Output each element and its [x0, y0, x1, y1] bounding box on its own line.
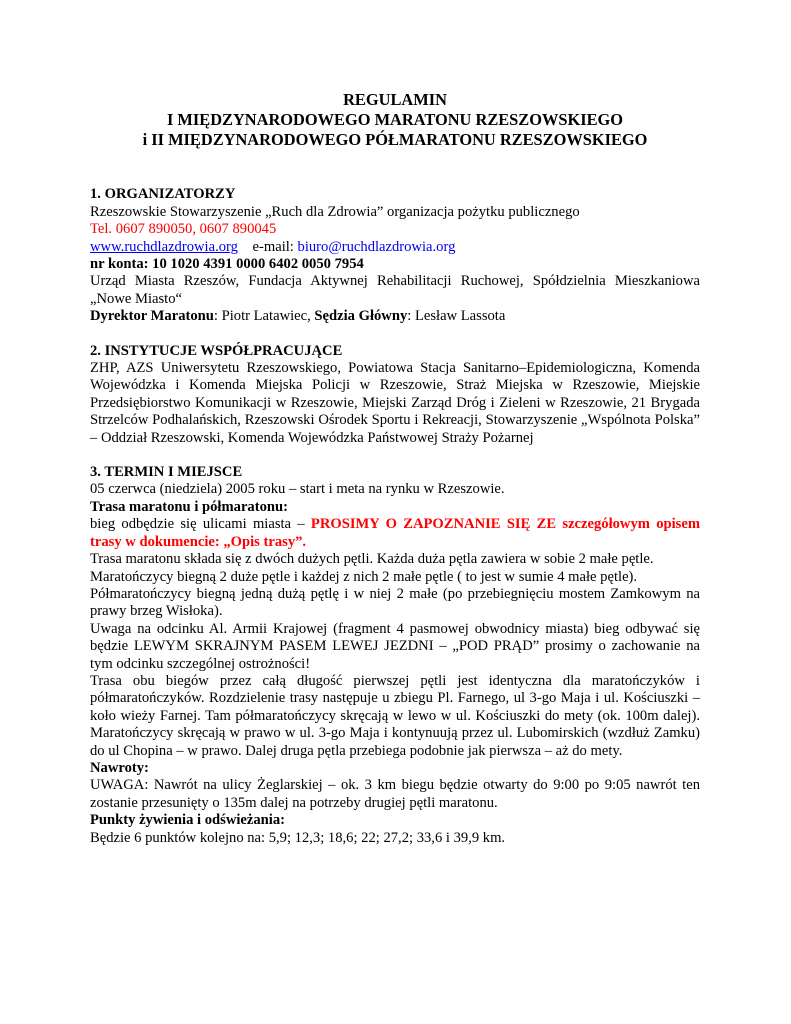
route-paragraph-4: Uwaga na odcinku Al. Armii Krajowej (fragment 4 pasmowej obwodnicy miasta) bieg odbywać się będzie LEWYM SKRAJNYM PASEM LEWEJ JEZDNI – „POD PRĄD” prosimy o zachowanie na tym odcinku szczególnej ostrożności!: [90, 620, 700, 672]
email-link[interactable]: biuro@ruchdlazdrowia.org: [297, 238, 456, 255]
judge-label: Sędzia Główny: [314, 308, 408, 325]
document-title: [90, 90, 700, 149]
director-name: : Piotr Latawiec,: [213, 308, 315, 325]
partners-text: ZHP, AZS Uniwersytetu Rzeszowskiego, Powiatowa Stacja Sanitarno–Epidemiologiczna, Komenda Wojewódzka i Komenda Miejska Policji w Rzeszowie, Straż Miejska w Rzeszowie, Miejskie Przedsiębiorstwo Komunikacji w Rzeszowie, Miejski Zarząd Dróg i Zieleni w Rzeszowie, 21 Brygada Strzelców Podhalańskich, Rzeszowski Ośrodek Sportu i Rekreacji, Stowarzyszenie „Wspólnota Polska” – Oddział Rzeszowski, Komenda Wojewódzka Państwowej Straży Pożarnej: [90, 360, 700, 446]
route-intro-paragraph: [90, 516, 700, 551]
food-text: Będzie 6 punktów kolejno na: 5,9; 12,3; 18,6; 22; 27,2; 33,6 i 39,9 km.: [90, 829, 506, 846]
title-line-2: I MIĘDZYNARODOWEGO MARATONU RZESZOWSKIEGO: [166, 109, 624, 129]
route-paragraph-2: Maratończycy biegną 2 duże pętle i każdej z nich 2 małe pętle ( to jest w sumie 4 małe pętle).: [90, 568, 638, 585]
section-date-place: [90, 464, 700, 847]
organizer-phone: Tel. 0607 890050, 0607 890045: [90, 221, 277, 238]
website-link[interactable]: www.ruchdlazdrowia.org: [90, 238, 238, 255]
route-paragraph-3: Półmaratończycy biegną jedną dużą pętlę i w niej 2 małe (po przebiegnięciu mostem Zamkowym na prawy brzeg Wisłoka).: [90, 585, 700, 620]
route-paragraph-5: Trasa obu biegów przez całą długość pierwszej pętli jest identyczna dla maratończyków i półmaratończyków. Rozdzielenie trasy następuje u zbiegu Pl. Farnego, ul 3-go Maja i ul. Kościuszki – koło wieży Farnej. Tam półmaratończycy skręcają w lewo w ul. Kościuszki do mety (ok. 100m dalej). Maratończycy skręcają w prawo w ul. 3-go Maja i kontynuują przez ul. Lubomirskich (wzdłuż Zamku) do ul Chopina – w prawo. Dalej druga pętla przebiega podobnie jak pierwsza – aż do mety.: [90, 672, 700, 759]
organizer-name: Rzeszowskie Stowarzyszenie „Ruch dla Zdrowia” organizacja pożytku publicznego: [90, 203, 580, 220]
co-organizers: Urząd Miasta Rzeszów, Fundacja Aktywnej Rehabilitacji Ruchowej, Spółdzielnia Mieszkaniowa „Nowe Miasto“: [90, 273, 700, 307]
officials-line: [90, 308, 700, 325]
organizer-contacts: [90, 239, 700, 256]
email-label: e-mail:: [252, 238, 294, 255]
bank-account: nr konta: 10 1020 4391 0000 6402 0050 7954: [90, 256, 364, 273]
title-line-3: i II MIĘDZYNARODOWEGO PÓŁMARATONU RZESZOWSKIEGO: [142, 129, 648, 149]
title-line-1: REGULAMIN: [343, 90, 447, 109]
food-heading: Punkty żywienia i odświeżania:: [90, 812, 285, 829]
route-intro: bieg odbędzie się ulicami miasta –: [90, 516, 311, 533]
route-heading: Trasa maratonu i półmaratonu:: [90, 498, 288, 515]
section-organizers: [90, 186, 700, 325]
judge-name: : Lesław Lassota: [407, 308, 506, 325]
section-heading-organizers: 1. ORGANIZATORZY: [90, 186, 236, 203]
returns-heading: Nawroty:: [90, 759, 149, 776]
route-notice: PROSIMY O ZAPOZNANIE SIĘ ZE szczegółowym opisem trasy w dokumencie: „Opis trasy”.: [90, 516, 700, 550]
section-partners: [90, 343, 700, 447]
director-label: Dyrektor Maratonu: [90, 308, 214, 325]
section-heading-date-place: 3. TERMIN I MIEJSCE: [90, 464, 243, 481]
event-date: 05 czerwca (niedziela) 2005 roku – start i meta na rynku w Rzeszowie.: [90, 481, 505, 498]
route-paragraph-1: Trasa maratonu składa się z dwóch dużych pętli. Każda duża pętla zawiera w sobie 2 małe pętle.: [90, 551, 654, 568]
returns-text: UWAGA: Nawrót na ulicy Żeglarskiej – ok. 3 km biegu będzie otwarty do 9:00 po 9:05 nawrót ten zostanie przesunięty o 135m dalej na potrzeby drugiej pętli maratonu.: [90, 777, 700, 811]
section-heading-partners: 2. INSTYTUCJE WSPÓŁPRACUJĄCE: [90, 342, 343, 359]
document-page: [90, 90, 700, 847]
